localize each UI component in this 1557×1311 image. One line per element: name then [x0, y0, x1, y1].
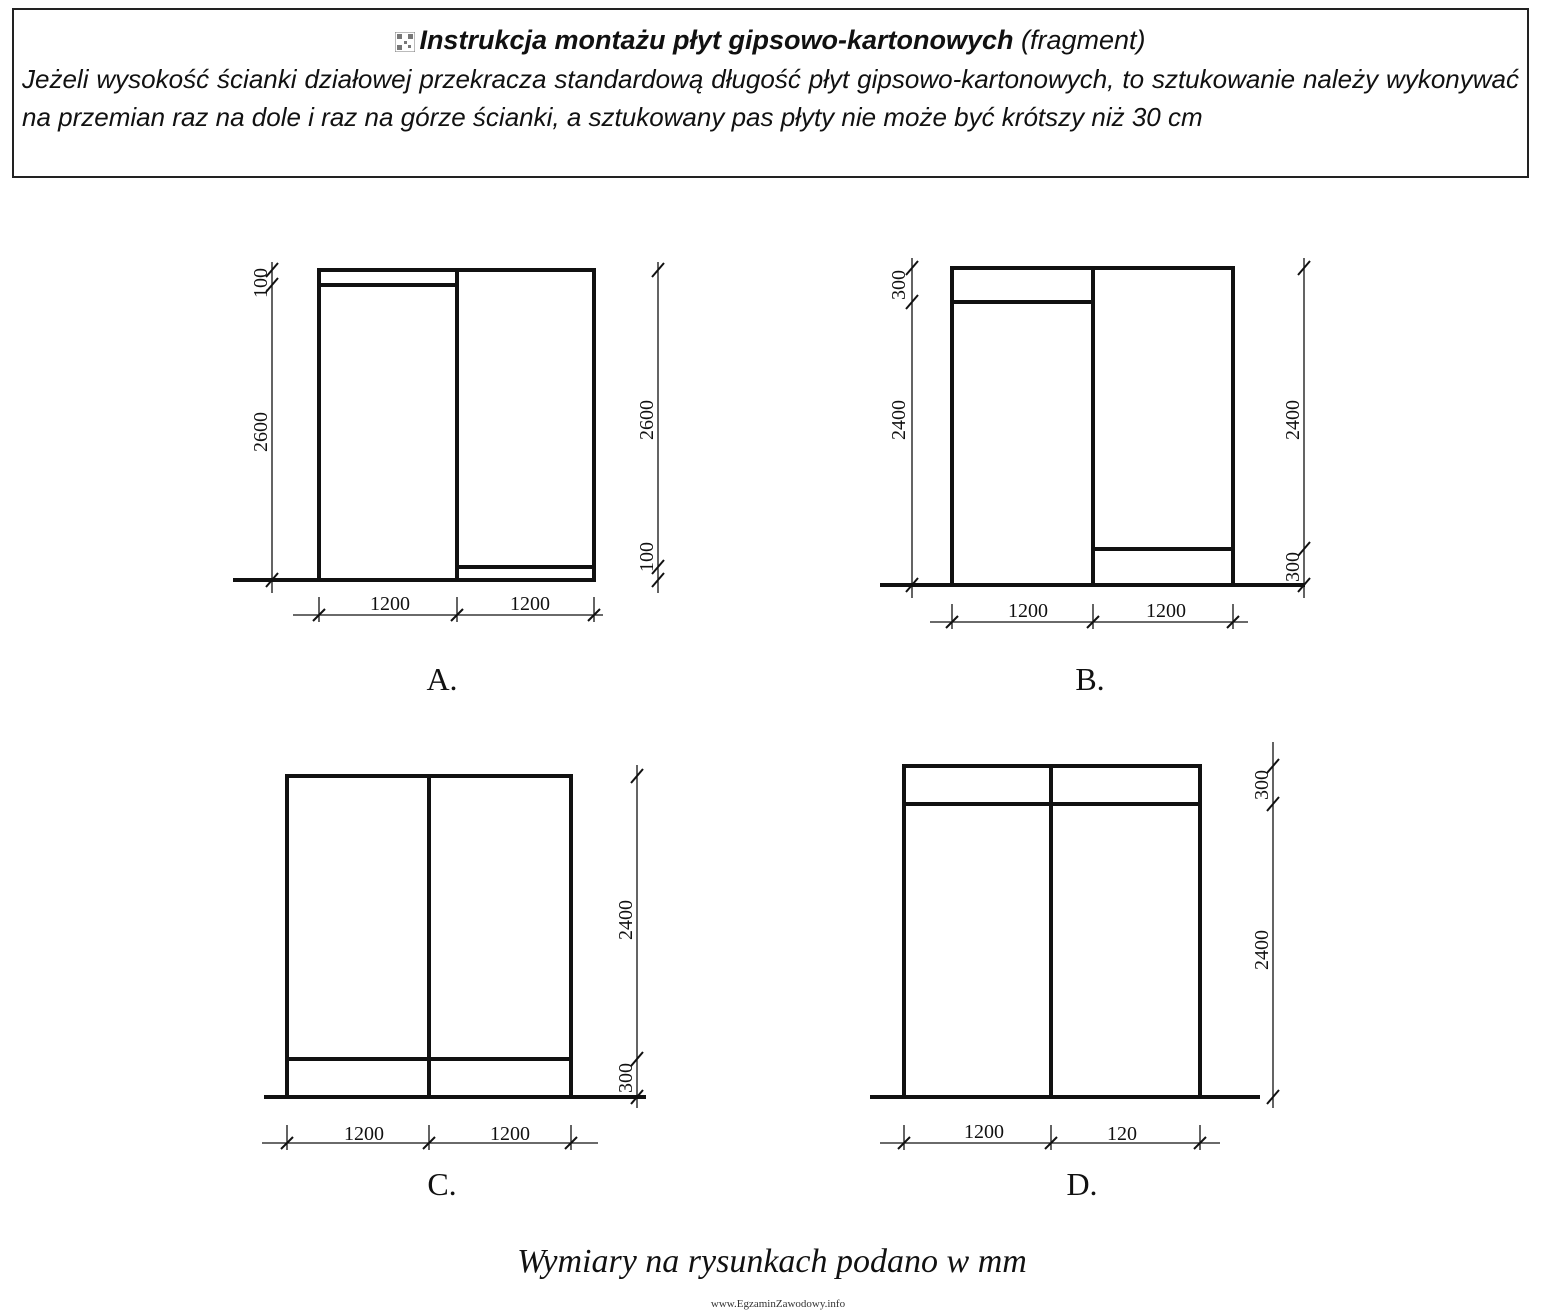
- c-right-main-dim: 2400: [615, 900, 637, 940]
- b-right-bottom-dim: 300: [1282, 552, 1304, 582]
- b-left-main-dim: 2400: [888, 400, 910, 440]
- b-width-left-dim: 1200: [1008, 600, 1048, 622]
- instruction-title-bold: Instrukcja montażu płyt gipsowo-kartonowych: [419, 25, 1014, 55]
- a-left-main-dim: 2600: [250, 412, 272, 452]
- drawing-b: [880, 258, 1310, 629]
- b-right-main-dim: 2400: [1282, 400, 1304, 440]
- a-width-right-dim: 1200: [510, 593, 550, 615]
- d-width-left-dim: 1200: [964, 1121, 1004, 1143]
- b-width-right-dim: 1200: [1146, 600, 1186, 622]
- a-left-top-dim: 100: [250, 268, 272, 298]
- a-right-main-dim: 2600: [636, 400, 658, 440]
- drawing-a: [233, 262, 664, 622]
- b-label: B.: [1075, 661, 1105, 697]
- drawing-c: [262, 765, 646, 1150]
- d-label: D.: [1066, 1166, 1098, 1202]
- a-width-left-dim: 1200: [370, 593, 410, 615]
- drawing-d: [870, 742, 1279, 1150]
- c-width-left-dim: 1200: [344, 1123, 384, 1145]
- d-right-main-dim: 2400: [1251, 930, 1273, 970]
- c-width-right-dim: 1200: [490, 1123, 530, 1145]
- c-label: C.: [427, 1166, 457, 1202]
- d-right-top-dim: 300: [1251, 770, 1273, 800]
- a-label: A.: [426, 661, 458, 697]
- instruction-text: Jeżeli wysokość ścianki działowej przekracza standardową długość płyt gipsowo-kartonowych, to sztukowanie należy wykonywać na przemian raz na dole i raz na górze ścianki, a sztukowany pas płyty nie może być krótszy niż 30 cm: [22, 64, 1519, 132]
- watermark: www.EgzaminZawodowy.info: [710, 1298, 846, 1310]
- d-width-right-dim: 120: [1107, 1123, 1137, 1145]
- a-right-bottom-dim: 100: [636, 542, 658, 572]
- instruction-title-rest: (fragment): [1013, 25, 1146, 55]
- units-caption: Wymiary na rysunkach podano w mm: [517, 1243, 1027, 1280]
- c-right-bottom-dim: 300: [615, 1063, 637, 1093]
- b-left-top-dim: 300: [888, 270, 910, 300]
